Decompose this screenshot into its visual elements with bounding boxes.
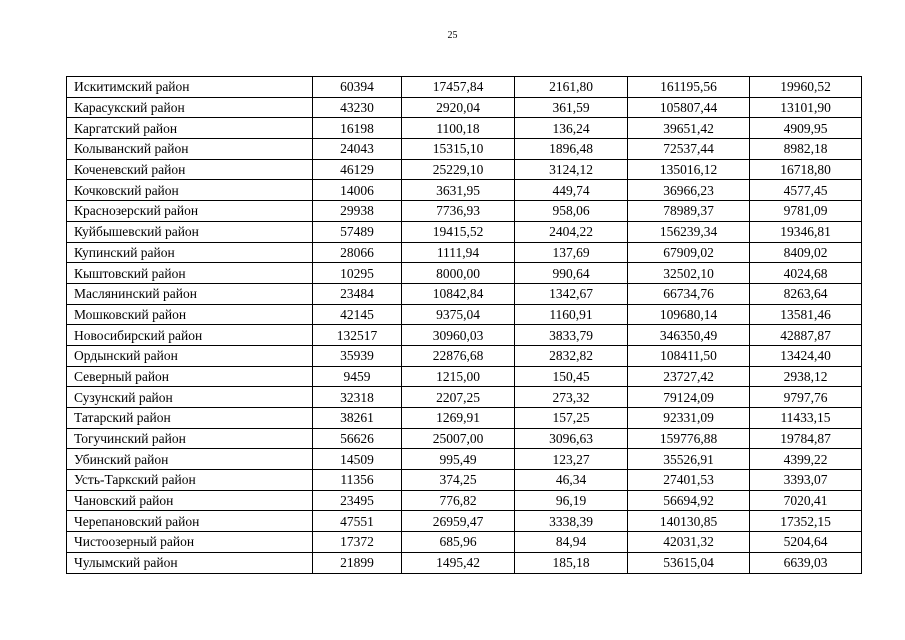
table-row [67,449,862,470]
value-b-cell: 2832,82 [515,345,628,366]
value-b-cell: 157,25 [515,408,628,429]
district-name-cell: Татарский район [67,408,313,429]
value-d-cell: 8263,64 [750,283,862,304]
population-cell: 56626 [313,428,402,449]
page-number: 25 [447,30,458,41]
district-name-cell: Краснозерский район [67,201,313,222]
table-row [67,263,862,284]
population-cell: 14006 [313,180,402,201]
value-a-cell: 26959,47 [402,511,515,532]
value-d-cell: 42887,87 [750,325,862,346]
table-row [67,428,862,449]
value-d-cell: 4577,45 [750,180,862,201]
population-cell: 35939 [313,345,402,366]
population-cell: 132517 [313,325,402,346]
value-b-cell: 2404,22 [515,221,628,242]
value-c-cell: 66734,76 [628,283,750,304]
population-cell: 46129 [313,159,402,180]
value-d-cell: 13101,90 [750,97,862,118]
value-c-cell: 72537,44 [628,139,750,160]
value-b-cell: 3833,79 [515,325,628,346]
population-cell: 42145 [313,304,402,325]
value-c-cell: 56694,92 [628,490,750,511]
value-c-cell: 42031,32 [628,532,750,553]
table-row [67,221,862,242]
value-b-cell: 137,69 [515,242,628,263]
district-name-cell: Усть-Таркский район [67,470,313,491]
value-d-cell: 9797,76 [750,387,862,408]
district-name-cell: Северный район [67,366,313,387]
table-row [67,325,862,346]
population-cell: 23495 [313,490,402,511]
value-b-cell: 3338,39 [515,511,628,532]
population-cell: 9459 [313,366,402,387]
value-b-cell: 96,19 [515,490,628,511]
value-a-cell: 7736,93 [402,201,515,222]
value-d-cell: 19960,52 [750,77,862,98]
value-d-cell: 19346,81 [750,221,862,242]
district-name-cell: Искитимский район [67,77,313,98]
value-c-cell: 159776,88 [628,428,750,449]
value-c-cell: 67909,02 [628,242,750,263]
value-a-cell: 1269,91 [402,408,515,429]
population-cell: 32318 [313,387,402,408]
value-a-cell: 30960,03 [402,325,515,346]
value-b-cell: 958,06 [515,201,628,222]
table-row [67,490,862,511]
value-c-cell: 135016,12 [628,159,750,180]
value-a-cell: 1100,18 [402,118,515,139]
table-body [67,77,862,574]
population-cell: 60394 [313,77,402,98]
value-d-cell: 9781,09 [750,201,862,222]
district-name-cell: Каргатский район [67,118,313,139]
value-c-cell: 36966,23 [628,180,750,201]
value-b-cell: 3096,63 [515,428,628,449]
value-c-cell: 79124,09 [628,387,750,408]
district-name-cell: Новосибирский район [67,325,313,346]
value-c-cell: 346350,49 [628,325,750,346]
population-cell: 24043 [313,139,402,160]
value-b-cell: 2161,80 [515,77,628,98]
value-a-cell: 995,49 [402,449,515,470]
district-name-cell: Тогучинский район [67,428,313,449]
value-a-cell: 19415,52 [402,221,515,242]
value-d-cell: 2938,12 [750,366,862,387]
value-c-cell: 109680,14 [628,304,750,325]
value-b-cell: 361,59 [515,97,628,118]
table-row [67,118,862,139]
value-c-cell: 156239,34 [628,221,750,242]
population-cell: 57489 [313,221,402,242]
population-cell: 28066 [313,242,402,263]
table-row [67,387,862,408]
value-a-cell: 22876,68 [402,345,515,366]
value-b-cell: 46,34 [515,470,628,491]
table-row [67,304,862,325]
district-name-cell: Кыштовский район [67,263,313,284]
value-a-cell: 776,82 [402,490,515,511]
value-d-cell: 7020,41 [750,490,862,511]
value-c-cell: 140130,85 [628,511,750,532]
value-b-cell: 185,18 [515,552,628,573]
value-a-cell: 8000,00 [402,263,515,284]
table-row [67,139,862,160]
district-name-cell: Мошковский район [67,304,313,325]
value-b-cell: 136,24 [515,118,628,139]
table-row [67,242,862,263]
district-name-cell: Чистоозерный район [67,532,313,553]
table-row [67,180,862,201]
population-cell: 23484 [313,283,402,304]
value-d-cell: 4399,22 [750,449,862,470]
district-name-cell: Колыванский район [67,139,313,160]
value-c-cell: 27401,53 [628,470,750,491]
table-row [67,97,862,118]
value-c-cell: 105807,44 [628,97,750,118]
population-cell: 14509 [313,449,402,470]
value-b-cell: 150,45 [515,366,628,387]
value-c-cell: 78989,37 [628,201,750,222]
value-a-cell: 25007,00 [402,428,515,449]
table-row [67,532,862,553]
value-b-cell: 273,32 [515,387,628,408]
population-cell: 16198 [313,118,402,139]
district-name-cell: Маслянинский район [67,283,313,304]
value-b-cell: 1342,67 [515,283,628,304]
value-b-cell: 1896,48 [515,139,628,160]
value-a-cell: 3631,95 [402,180,515,201]
value-c-cell: 35526,91 [628,449,750,470]
population-cell: 38261 [313,408,402,429]
value-c-cell: 161195,56 [628,77,750,98]
table-row [67,201,862,222]
value-a-cell: 1215,00 [402,366,515,387]
table-row [67,470,862,491]
district-name-cell: Коченевский район [67,159,313,180]
population-cell: 43230 [313,97,402,118]
value-c-cell: 32502,10 [628,263,750,284]
district-name-cell: Карасукский район [67,97,313,118]
district-name-cell: Купинский район [67,242,313,263]
district-name-cell: Сузунский район [67,387,313,408]
value-a-cell: 1111,94 [402,242,515,263]
table-row [67,345,862,366]
table-row [67,159,862,180]
value-a-cell: 25229,10 [402,159,515,180]
value-c-cell: 53615,04 [628,552,750,573]
value-d-cell: 13424,40 [750,345,862,366]
table-row [67,511,862,532]
table-row [67,408,862,429]
value-d-cell: 8409,02 [750,242,862,263]
population-cell: 10295 [313,263,402,284]
table-row [67,283,862,304]
value-b-cell: 123,27 [515,449,628,470]
population-cell: 21899 [313,552,402,573]
value-c-cell: 23727,42 [628,366,750,387]
value-c-cell: 108411,50 [628,345,750,366]
table-row [67,77,862,98]
value-a-cell: 2207,25 [402,387,515,408]
district-name-cell: Кочковский район [67,180,313,201]
value-b-cell: 3124,12 [515,159,628,180]
population-cell: 47551 [313,511,402,532]
value-b-cell: 449,74 [515,180,628,201]
district-name-cell: Черепановский район [67,511,313,532]
value-d-cell: 13581,46 [750,304,862,325]
district-data-table [66,76,862,574]
district-name-cell: Чановский район [67,490,313,511]
value-a-cell: 2920,04 [402,97,515,118]
value-d-cell: 17352,15 [750,511,862,532]
value-d-cell: 8982,18 [750,139,862,160]
value-d-cell: 6639,03 [750,552,862,573]
value-d-cell: 4024,68 [750,263,862,284]
value-b-cell: 84,94 [515,532,628,553]
table-row [67,366,862,387]
value-a-cell: 1495,42 [402,552,515,573]
value-c-cell: 92331,09 [628,408,750,429]
value-d-cell: 19784,87 [750,428,862,449]
value-b-cell: 1160,91 [515,304,628,325]
district-name-cell: Куйбышевский район [67,221,313,242]
district-name-cell: Ордынский район [67,345,313,366]
population-cell: 17372 [313,532,402,553]
table-row [67,552,862,573]
value-d-cell: 11433,15 [750,408,862,429]
value-c-cell: 39651,42 [628,118,750,139]
value-d-cell: 16718,80 [750,159,862,180]
value-a-cell: 17457,84 [402,77,515,98]
district-name-cell: Чулымский район [67,552,313,573]
district-name-cell: Убинский район [67,449,313,470]
value-a-cell: 374,25 [402,470,515,491]
value-a-cell: 685,96 [402,532,515,553]
value-b-cell: 990,64 [515,263,628,284]
value-a-cell: 9375,04 [402,304,515,325]
value-d-cell: 4909,95 [750,118,862,139]
value-a-cell: 15315,10 [402,139,515,160]
value-d-cell: 3393,07 [750,470,862,491]
value-a-cell: 10842,84 [402,283,515,304]
value-d-cell: 5204,64 [750,532,862,553]
population-cell: 29938 [313,201,402,222]
population-cell: 11356 [313,470,402,491]
